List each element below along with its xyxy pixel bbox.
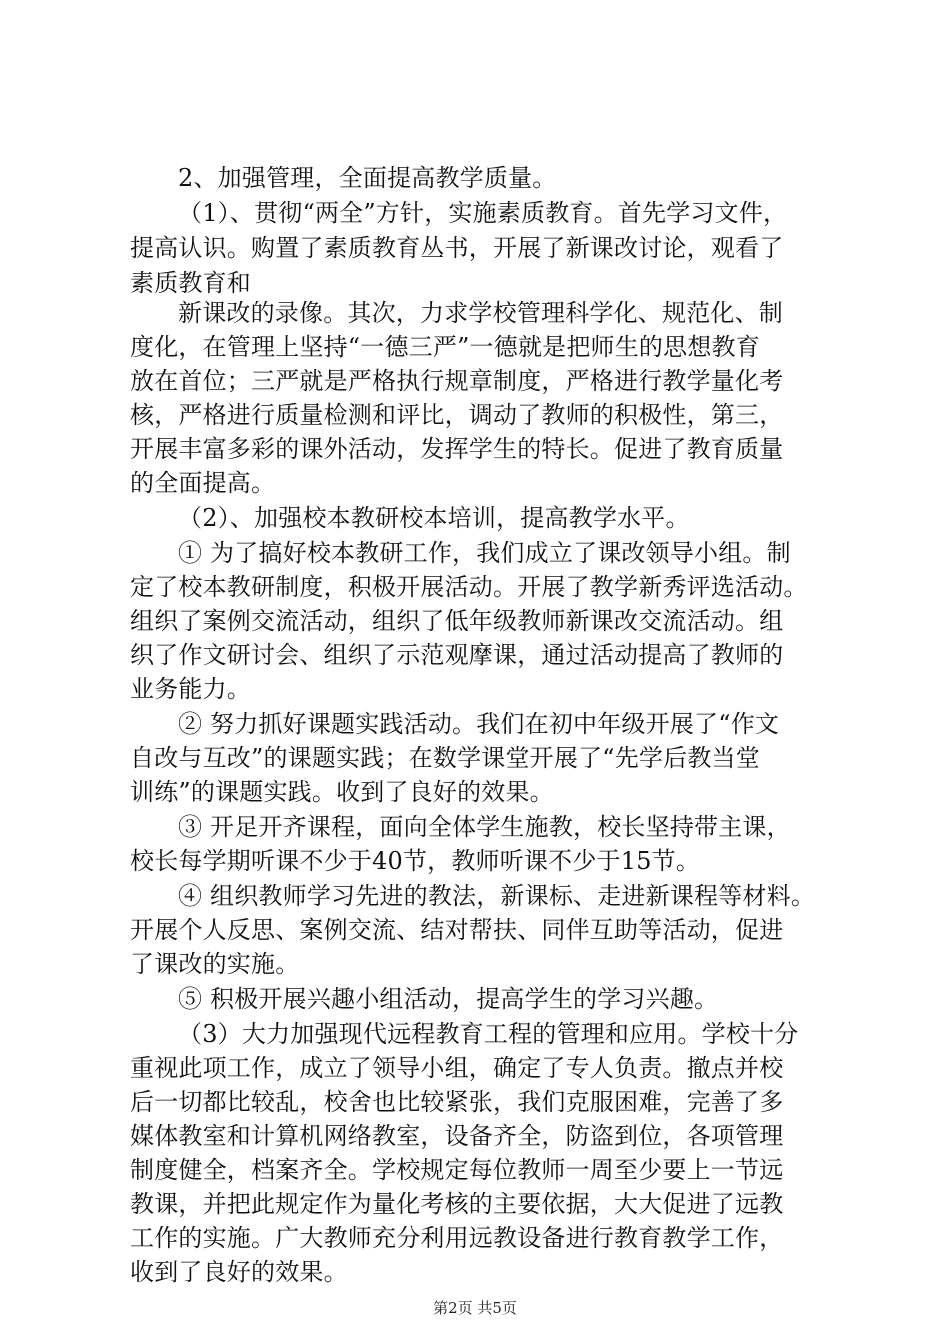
- text-line: 工作的实施。广大教师充分利用远教设备进行教育教学工作，: [130, 1224, 784, 1252]
- text-line: 收到了良好的效果。: [130, 1258, 348, 1286]
- text-line: 组织了案例交流活动，组织了低年级教师新课改交流活动。组: [130, 607, 784, 635]
- text-line: 训练”的课题实践。收到了良好的效果。: [130, 778, 554, 806]
- text-line: 提高认识。购置了素质教育丛书，开展了新课改讨论，观看了: [130, 234, 784, 262]
- text-line: ⑤ 积极开展兴趣小组活动，提高学生的学习兴趣。: [178, 985, 719, 1013]
- text-line: 定了校本教研制度，积极开展活动。开展了教学新秀评选活动。: [130, 573, 808, 601]
- text-line: ② 努力抓好课题实践活动。我们在初中年级开展了“作文: [178, 710, 780, 738]
- text-line: 自改与互改”的课题实践；在数学课堂开展了“先学后教当堂: [130, 744, 760, 772]
- text-line: ① 为了搞好校本教研工作，我们成立了课改领导小组。制: [178, 539, 791, 567]
- page-footer: 第2页 共5页: [433, 1299, 517, 1317]
- text-line: 新课改的录像。其次，力求学校管理科学化、规范化、制: [178, 299, 783, 327]
- text-line: 校长每学期听课不少于40节，教师听课不少于15节。: [130, 847, 701, 875]
- text-line: 业务能力。: [130, 675, 251, 703]
- text-line: ③ 开足开齐课程，面向全体学生施教，校长坚持带主课，: [178, 813, 791, 841]
- text-line: 媒体教室和计算机网络教室，设备齐全，防盗到位，各项管理: [130, 1122, 784, 1150]
- text-line: ④ 组织教师学习先进的教法，新课标、走进新课程等材料。: [178, 882, 816, 910]
- text-line: 后一切都比较乱，校舍也比较紧张，我们克服困难，完善了多: [130, 1088, 784, 1116]
- text-line: 素质教育和: [130, 269, 251, 297]
- paragraph-heading-2: 2、加强管理，全面提高教学质量。: [178, 164, 557, 192]
- text-line: （1）、贯彻“两全”方针，实施素质教育。首先学习文件，: [178, 199, 788, 227]
- text-line: 的全面提高。: [130, 469, 276, 497]
- text-line: 开展丰富多彩的课外活动，发挥学生的特长。促进了教育质量: [130, 435, 784, 463]
- text-line: 度化，在管理上坚持“一德三严”一德就是把师生的思想教育: [130, 333, 760, 361]
- text-line: 了课改的实施。: [130, 950, 300, 978]
- text-line: 织了作文研讨会、组织了示范观摩课，通过活动提高了教师的: [130, 641, 784, 669]
- text-line: 开展个人反思、案例交流、结对帮扶、同伴互助等活动，促进: [130, 916, 784, 944]
- text-line: （2）、加强校本教研校本培训，提高教学水平。: [178, 504, 690, 532]
- text-line: （3）大力加强现代远程教育工程的管理和应用。学校十分: [178, 1020, 799, 1048]
- text-line: 重视此项工作，成立了领导小组，确定了专人负责。撤点并校: [130, 1054, 784, 1082]
- text-line: 放在首位；三严就是严格执行规章制度，严格进行教学量化考: [130, 367, 784, 395]
- text-line: 核，严格进行质量检测和评比，调动了教师的积极性，第三，: [130, 401, 784, 429]
- text-line: 教课，并把此规定作为量化考核的主要依据，大大促进了远教: [130, 1190, 784, 1218]
- text-line: 制度健全，档案齐全。学校规定每位教师一周至少要上一节远: [130, 1156, 784, 1184]
